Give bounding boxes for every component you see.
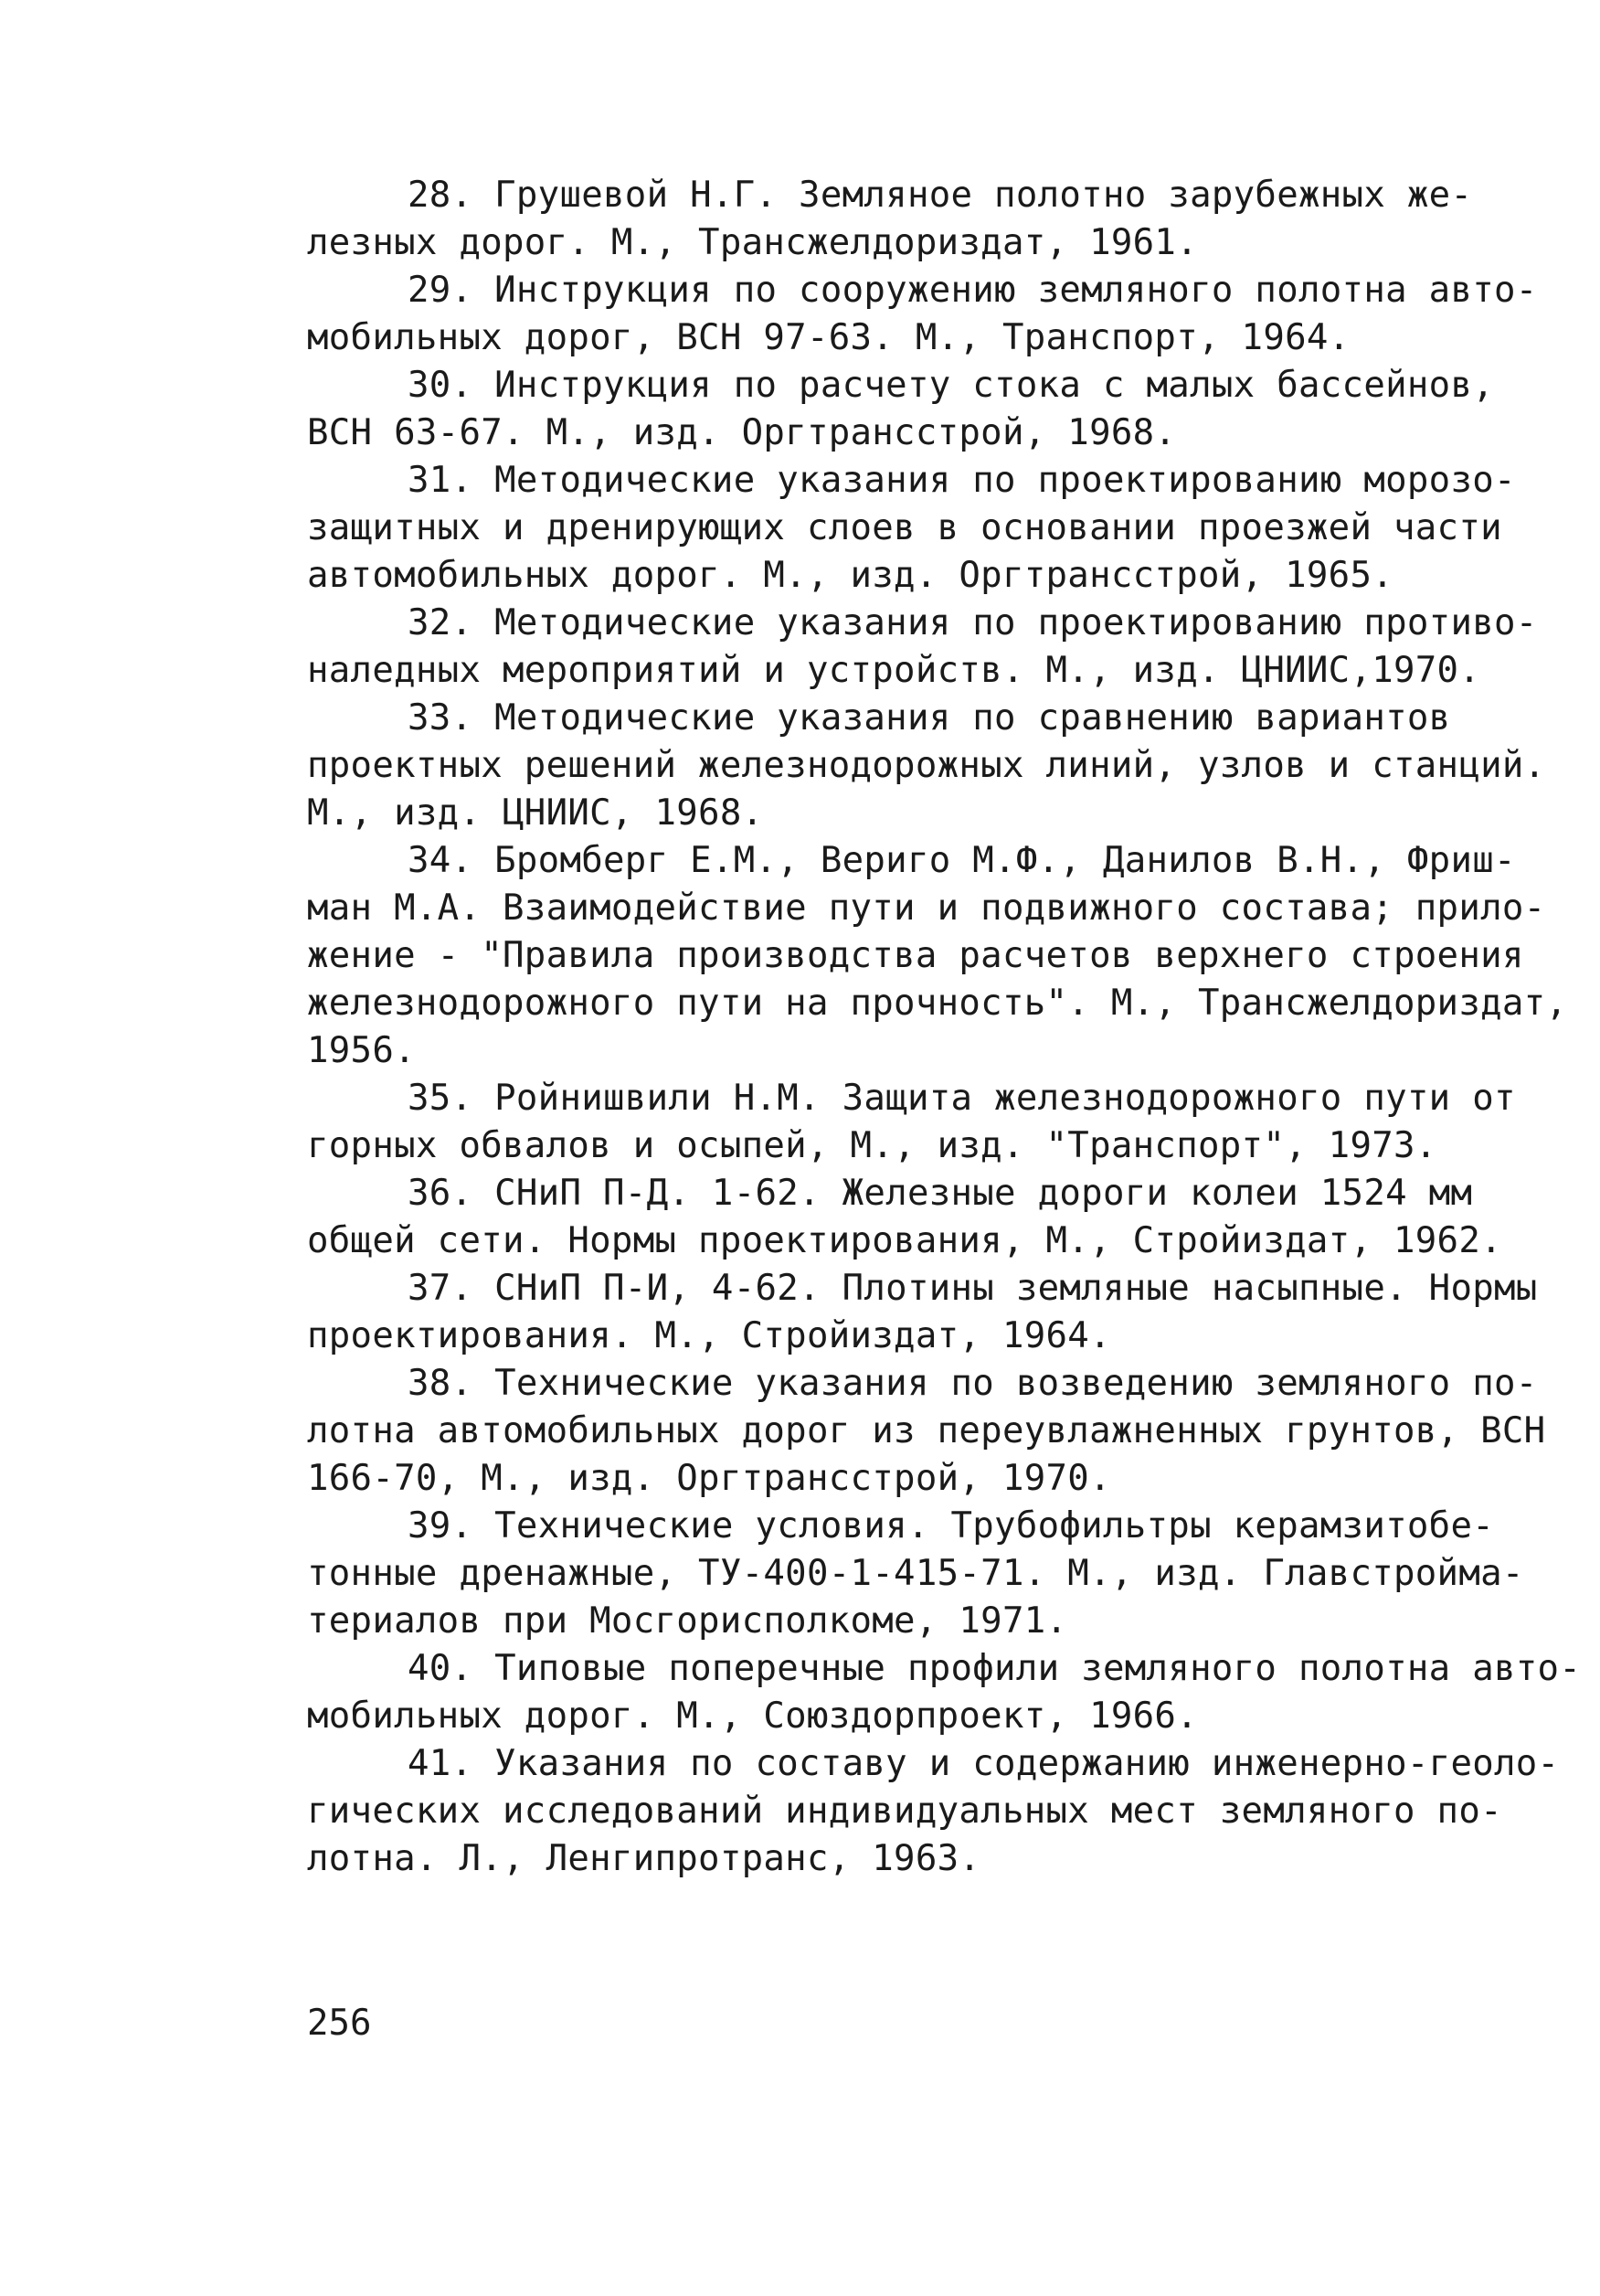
- bibliography-line: лезных дорог. М., Трансжелдориздат, 1961.: [307, 222, 1198, 263]
- bibliography-line: 31. Методические указания по проектированию морозо-: [408, 460, 1516, 501]
- bibliography-line: железнодорожного пути на прочность". М., Трансжелдориздат,: [307, 983, 1568, 1024]
- bibliography-line: проектных решений железнодорожных линий, узлов и станций.: [307, 745, 1546, 786]
- bibliography-line: 166-70, М., изд. Оргтрансстрой, 1970.: [307, 1458, 1111, 1499]
- bibliography-line: защитных и дренирующих слоев в основании проезжей части: [307, 507, 1502, 548]
- bibliography-line: 41. Указания по составу и содержанию инженерно-геоло-: [408, 1743, 1560, 1784]
- bibliography-line: 32. Методические указания по проектированию противо-: [408, 602, 1538, 643]
- bibliography-line: 28. Грушевой Н.Г. Земляное полотно зарубежных же-: [408, 175, 1473, 216]
- bibliography-line: жение - "Правила производства расчетов верхнего строения: [307, 935, 1524, 976]
- bibliography-line: 40. Типовые поперечные профили земляного полотна авто-: [408, 1648, 1582, 1689]
- bibliography-line: М., изд. ЦНИИС, 1968.: [307, 792, 764, 834]
- bibliography-line: общей сети. Нормы проектирования, М., Стройиздат, 1962.: [307, 1220, 1502, 1261]
- bibliography-line: тонные дренажные, ТУ-400-1-415-71. М., изд. Главстройма-: [307, 1553, 1524, 1594]
- bibliography-line: горных обвалов и осыпей, М., изд. "Транспорт", 1973.: [307, 1125, 1437, 1166]
- bibliography-line: 29. Инструкция по сооружению земляного полотна авто-: [408, 270, 1538, 311]
- bibliography-line: лотна автомобильных дорог из переувлажненных грунтов, ВСН: [307, 1410, 1546, 1451]
- bibliography-line: мобильных дорог, ВСН 97-63. М., Транспорт, 1964.: [307, 317, 1351, 358]
- bibliography-line: наледных мероприятий и устройств. М., изд. ЦНИИС,1970.: [307, 650, 1481, 691]
- bibliography-line: 33. Методические указания по сравнению вариантов: [408, 697, 1451, 739]
- page-number: 256: [307, 2003, 372, 2044]
- bibliography-line: 1956.: [307, 1030, 416, 1071]
- bibliography-line: 38. Технические указания по возведению земляного по-: [408, 1363, 1538, 1404]
- bibliography-line: лотна. Л., Ленгипротранс, 1963.: [307, 1838, 981, 1879]
- bibliography-line: гических исследований индивидуальных мест земляного по-: [307, 1791, 1502, 1832]
- bibliography-line: 37. СНиП П-И, 4-62. Плотины земляные насыпные. Нормы: [408, 1268, 1538, 1309]
- bibliography-line: мобильных дорог. М., Союздорпроект, 1966.: [307, 1695, 1198, 1737]
- bibliography-line: ВСН 63-67. М., изд. Оргтрансстрой, 1968.: [307, 412, 1177, 453]
- bibliography-line: 35. Ройнишвили Н.М. Защита железнодорожного пути от: [408, 1078, 1516, 1119]
- bibliography-line: 39. Технические условия. Трубофильтры керамзитобе-: [408, 1505, 1494, 1547]
- bibliography-line: ман М.А. Взаимодействие пути и подвижного состава; прило-: [307, 888, 1546, 929]
- bibliography-line: 36. СНиП П-Д. 1-62. Железные дороги колеи 1524 мм: [408, 1173, 1473, 1214]
- bibliography-line: териалов при Мосгорисполкоме, 1971.: [307, 1600, 1068, 1642]
- bibliography-line: 30. Инструкция по расчету стока с малых бассейнов,: [408, 365, 1494, 406]
- bibliography-line: автомобильных дорог. М., изд. Оргтрансстрой, 1965.: [307, 555, 1393, 596]
- bibliography-line: проектирования. М., Стройиздат, 1964.: [307, 1315, 1111, 1356]
- bibliography-line: 34. Бромберг Е.М., Вериго М.Ф., Данилов В.Н., Фриш-: [408, 840, 1516, 881]
